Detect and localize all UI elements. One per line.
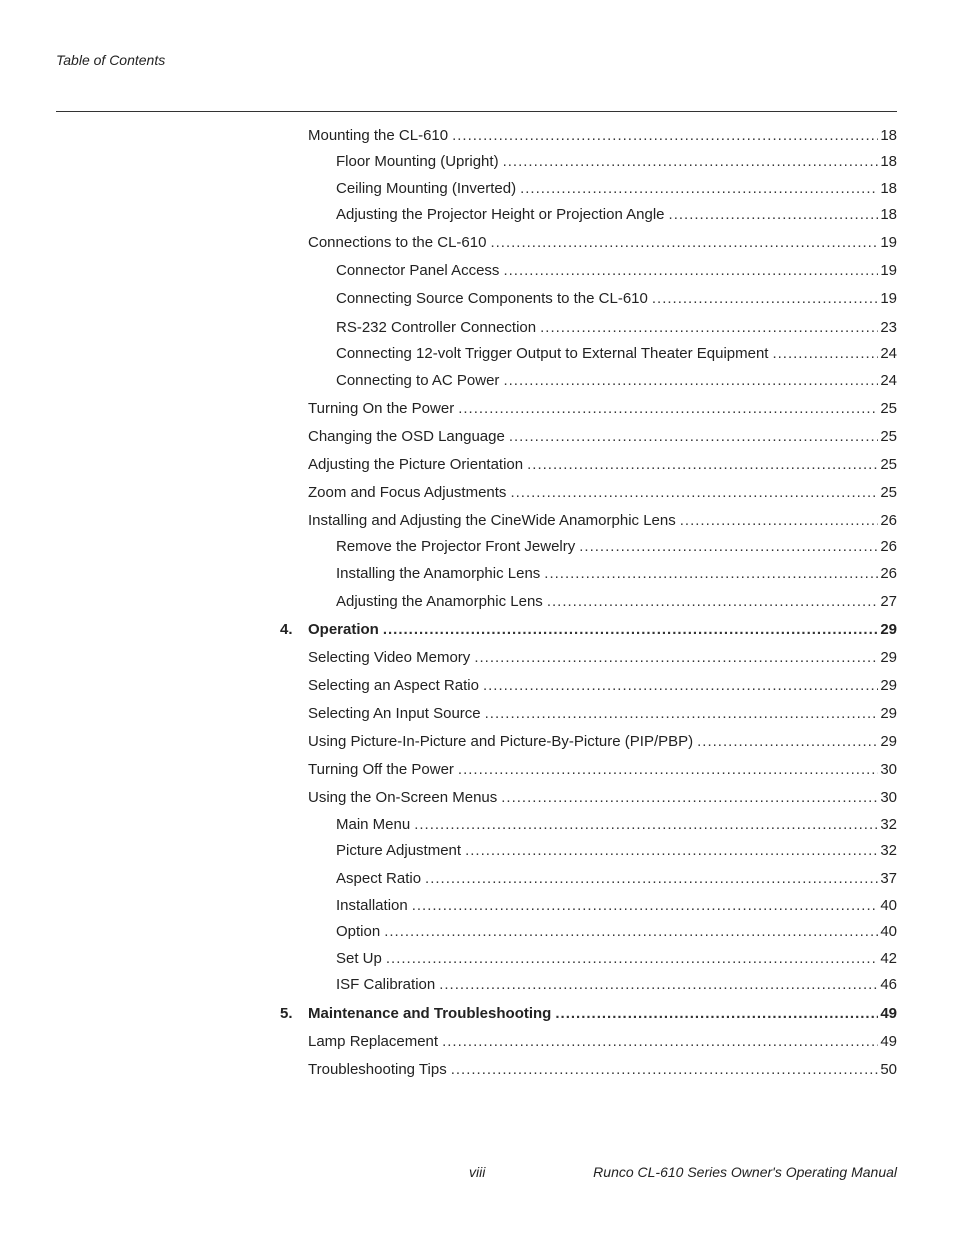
dot-leader (451, 1060, 879, 1080)
toc-entry-title: Adjusting the Picture Orientation (308, 456, 524, 473)
toc-entry-title: Installing the Anamorphic Lens (336, 565, 541, 582)
chapter-number: 5. (280, 1005, 293, 1022)
toc-entry-page: 26 (880, 565, 897, 582)
toc-entry-title: Zoom and Focus Adjustments (308, 484, 507, 501)
toc-entry-title: Turning Off the Power (308, 761, 454, 778)
toc-entry-page: 32 (880, 816, 897, 833)
toc-entry[interactable] (308, 511, 897, 531)
toc-entry-page: 19 (880, 262, 897, 279)
toc-entry[interactable] (336, 592, 897, 612)
header-divider (56, 111, 897, 112)
dot-leader (555, 1004, 878, 1024)
toc-entry-page: 25 (880, 456, 897, 473)
toc-entry[interactable] (308, 399, 897, 419)
toc-entry[interactable] (336, 152, 897, 172)
toc-entry[interactable] (336, 949, 897, 969)
toc-entry[interactable] (336, 537, 897, 557)
toc-entry-page: 49 (880, 1005, 897, 1022)
chapter-number: 4. (280, 621, 293, 638)
toc-entry-page: 24 (880, 372, 897, 389)
dot-leader (458, 399, 878, 419)
toc-entry[interactable] (308, 233, 897, 253)
toc-entry-title: Main Menu (336, 816, 411, 833)
dot-leader (510, 483, 878, 503)
dot-leader (680, 511, 879, 531)
toc-entry[interactable] (336, 179, 897, 199)
toc-entry-title: Troubleshooting Tips (308, 1061, 447, 1078)
toc-entry-title: Option (336, 923, 381, 940)
toc-entry-page: 26 (880, 512, 897, 529)
dot-leader (425, 869, 878, 889)
dot-leader (503, 152, 879, 172)
toc-entry-page: 30 (880, 761, 897, 778)
dot-leader (527, 455, 878, 475)
toc-entry[interactable] (336, 261, 897, 281)
toc-entry-page: 24 (880, 345, 897, 362)
toc-entry-page: 29 (880, 733, 897, 750)
toc-entry-title: Installation (336, 897, 408, 914)
toc-entry-title: Selecting Video Memory (308, 649, 471, 666)
toc-entry[interactable] (336, 815, 897, 835)
toc-entry-title: Connections to the CL-610 (308, 234, 487, 251)
toc-entry[interactable] (308, 455, 897, 475)
toc-entry-page: 19 (880, 234, 897, 251)
dot-leader (452, 126, 878, 146)
toc-entry-page: 18 (880, 206, 897, 223)
toc-entry-title: Aspect Ratio (336, 870, 422, 887)
toc-entry-title: Selecting An Input Source (308, 705, 481, 722)
dot-leader (412, 896, 879, 916)
toc-entry[interactable] (308, 427, 897, 447)
toc-entry[interactable] (308, 760, 897, 780)
toc-entry-page: 40 (880, 923, 897, 940)
dot-leader (509, 427, 878, 447)
toc-entry-title: RS-232 Controller Connection (336, 319, 537, 336)
toc-entry-title: Using the On-Screen Menus (308, 789, 498, 806)
toc-entry-page: 49 (880, 1033, 897, 1050)
dot-leader (579, 537, 878, 557)
toc-entry-page: 23 (880, 319, 897, 336)
dot-leader (442, 1032, 878, 1052)
dot-leader (483, 676, 878, 696)
toc-entry-page: 46 (880, 976, 897, 993)
dot-leader (540, 318, 878, 338)
dot-leader (383, 620, 878, 640)
toc-entry-title: Ceiling Mounting (Inverted) (336, 180, 517, 197)
dot-leader (490, 233, 878, 253)
dot-leader (384, 922, 878, 942)
dot-leader (439, 975, 878, 995)
toc-entry[interactable] (308, 704, 897, 724)
dot-leader (474, 648, 878, 668)
toc-entry-title: Changing the OSD Language (308, 428, 505, 445)
toc-entry-page: 29 (880, 649, 897, 666)
toc-entry-page: 50 (880, 1061, 897, 1078)
toc-entry-title: Remove the Projector Front Jewelry (336, 538, 576, 555)
dot-leader (520, 179, 878, 199)
toc-entry[interactable] (308, 732, 897, 752)
dot-leader (772, 344, 878, 364)
toc-entry-title: Picture Adjustment (336, 842, 462, 859)
toc-entry[interactable] (308, 1032, 897, 1052)
toc-entry-title: Lamp Replacement (308, 1033, 439, 1050)
dot-leader (544, 564, 878, 584)
toc-entry-title: Floor Mounting (Upright) (336, 153, 499, 170)
dot-leader (485, 704, 879, 724)
toc-entry-page: 32 (880, 842, 897, 859)
toc-entry-title: Adjusting the Anamorphic Lens (336, 593, 543, 610)
toc-entry-title: Set Up (336, 950, 382, 967)
toc-entry-page: 26 (880, 538, 897, 555)
toc-entry[interactable] (336, 869, 897, 889)
toc-chapter-entry[interactable] (280, 620, 897, 640)
toc-entry-page: 37 (880, 870, 897, 887)
toc-entry-title: Connector Panel Access (336, 262, 500, 279)
dot-leader (458, 760, 878, 780)
footer-manual-title: Runco CL-610 Series Owner's Operating Manual (593, 1164, 897, 1180)
toc-entry[interactable] (308, 788, 897, 808)
toc-entry-page: 18 (880, 153, 897, 170)
dot-leader (697, 732, 878, 752)
toc-entry[interactable] (336, 205, 897, 225)
dot-leader (501, 788, 878, 808)
toc-entry-page: 18 (880, 180, 897, 197)
toc-entry-page: 40 (880, 897, 897, 914)
toc-entry-page: 29 (880, 705, 897, 722)
toc-chapter-entry[interactable] (280, 1004, 897, 1024)
toc-entry[interactable] (336, 564, 897, 584)
toc-entry[interactable] (336, 922, 897, 942)
toc-entry[interactable] (336, 344, 897, 364)
toc-entry-title: Operation (308, 621, 379, 638)
toc-entry[interactable] (308, 676, 897, 696)
toc-entry-title: ISF Calibration (336, 976, 436, 993)
toc-entry-title: Adjusting the Projector Height or Projection Angle (336, 206, 665, 223)
toc-entry-title: Selecting an Aspect Ratio (308, 677, 479, 694)
toc-entry-title: Connecting 12-volt Trigger Output to External Theater Equipment (336, 345, 769, 362)
dot-leader (386, 949, 878, 969)
toc-entry-title: Maintenance and Troubleshooting (308, 1005, 552, 1022)
dot-leader (652, 289, 878, 309)
toc-entry-page: 18 (880, 127, 897, 144)
toc-entry-page: 25 (880, 400, 897, 417)
toc-entry[interactable] (336, 318, 897, 338)
toc-entry-title: Connecting Source Components to the CL-610 (336, 290, 648, 307)
toc-entry-title: Mounting the CL-610 (308, 127, 449, 144)
toc-entry-page: 42 (880, 950, 897, 967)
toc-entry[interactable] (336, 289, 897, 309)
toc-entry[interactable] (336, 896, 897, 916)
dot-leader (669, 205, 879, 225)
toc-entry-page: 19 (880, 290, 897, 307)
toc-entry-title: Turning On the Power (308, 400, 455, 417)
footer-page-number: viii (469, 1164, 486, 1180)
toc-entry[interactable] (308, 483, 897, 503)
toc-entry-page: 25 (880, 428, 897, 445)
dot-leader (503, 261, 878, 281)
running-header: Table of Contents (56, 52, 166, 68)
toc-entry[interactable] (336, 975, 897, 995)
dot-leader (414, 815, 878, 835)
toc-entry-page: 30 (880, 789, 897, 806)
toc-entry[interactable] (308, 1060, 897, 1080)
toc-entry[interactable] (308, 126, 897, 146)
toc-entry-page: 25 (880, 484, 897, 501)
toc-entry-page: 27 (880, 593, 897, 610)
dot-leader (465, 841, 878, 861)
toc-entry[interactable] (336, 841, 897, 861)
toc-entry-title: Using Picture-In-Picture and Picture-By-Picture (PIP/PBP) (308, 733, 694, 750)
toc-entry-page: 29 (880, 621, 897, 638)
toc-entry-page: 29 (880, 677, 897, 694)
dot-leader (503, 371, 878, 391)
toc-entry-title: Installing and Adjusting the CineWide Anamorphic Lens (308, 512, 676, 529)
toc-entry[interactable] (336, 371, 897, 391)
dot-leader (547, 592, 879, 612)
toc-entry[interactable] (308, 648, 897, 668)
toc-entry-title: Connecting to AC Power (336, 372, 500, 389)
